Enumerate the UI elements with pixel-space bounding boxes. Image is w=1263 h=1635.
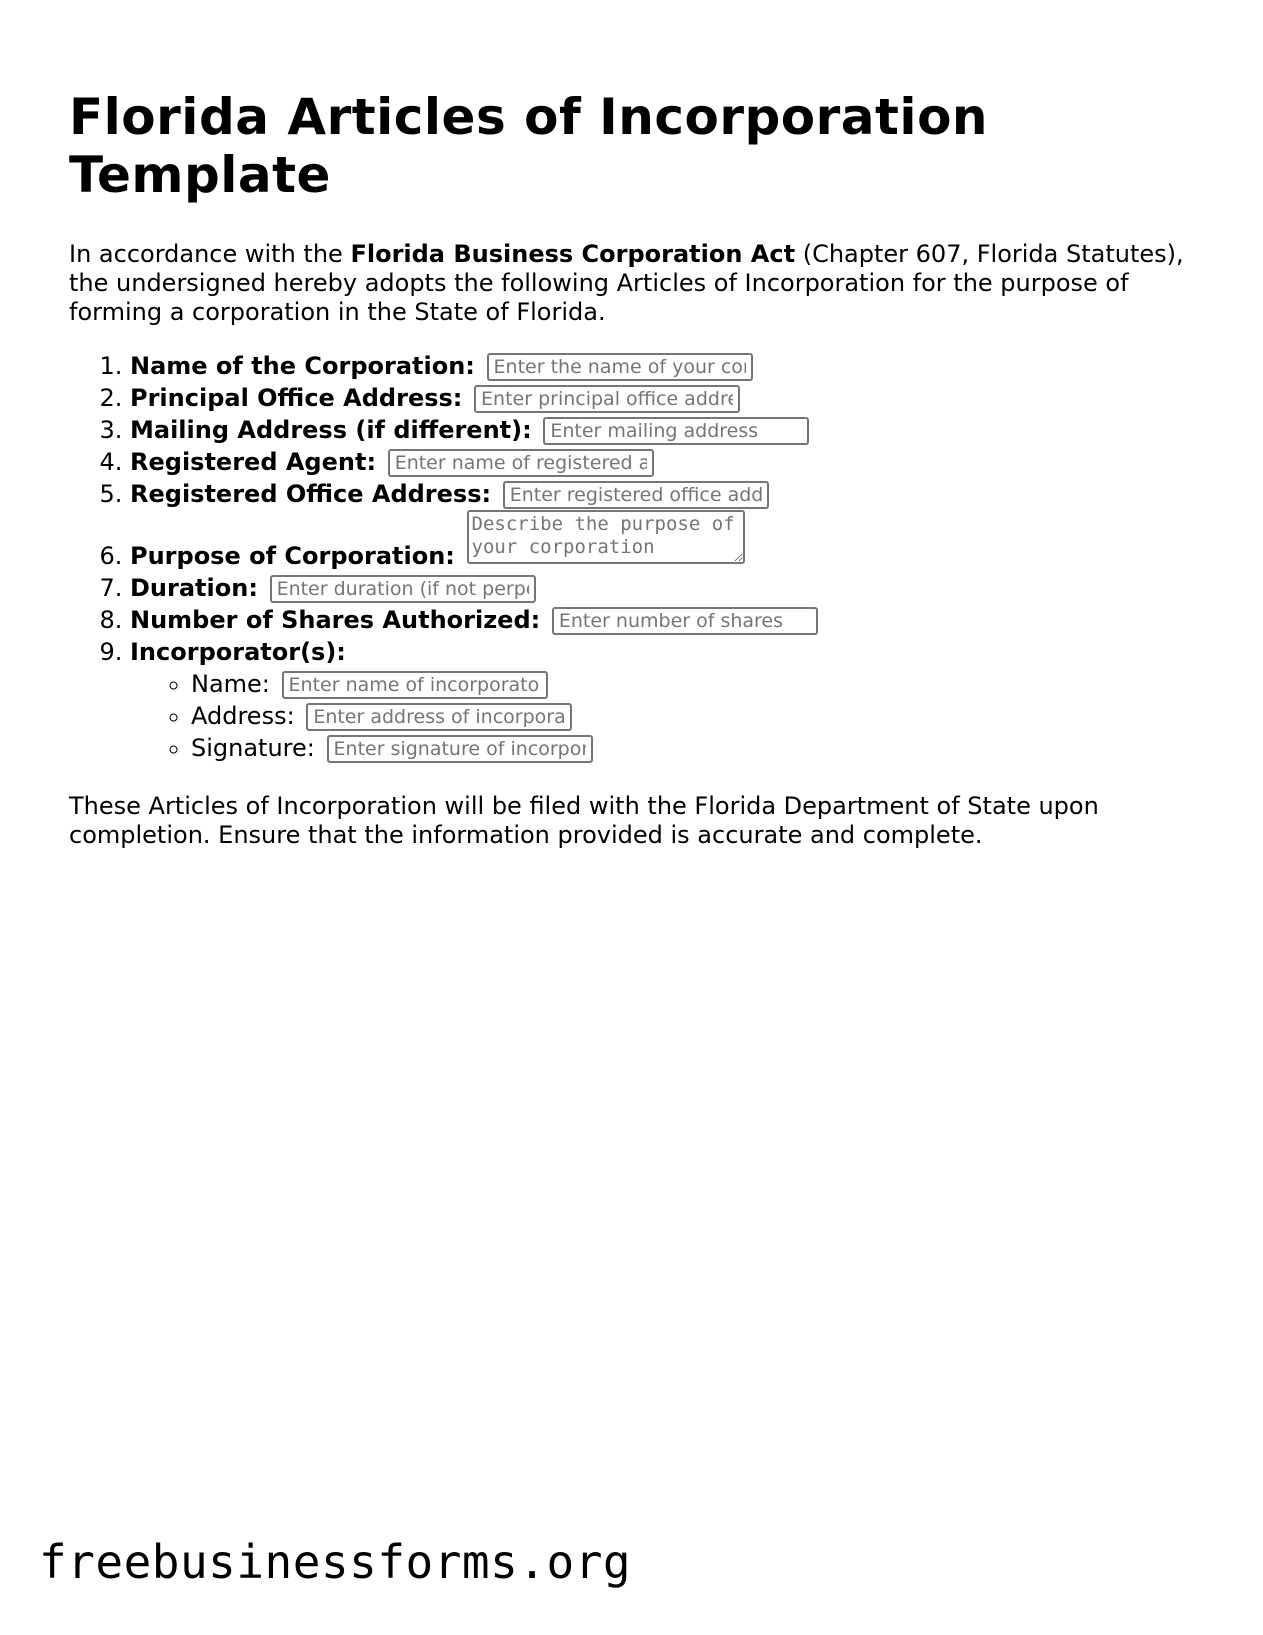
site-watermark: freebusinessforms.org: [39, 1535, 632, 1589]
intro-paragraph: [69, 240, 1199, 327]
article-item-registered-agent: [130, 446, 1199, 478]
article-item-registered-office: [130, 478, 1199, 510]
article-item-incorporators: [130, 636, 1199, 764]
article-item-name: [130, 350, 1199, 382]
principal-office-address-input[interactable]: [474, 385, 740, 413]
article-label-registered-agent: Registered Agent:: [130, 448, 377, 476]
duration-input[interactable]: [270, 575, 536, 603]
article-label-duration: Duration:: [130, 574, 258, 602]
incorporators-list: [130, 668, 1199, 764]
article-label-purpose: Purpose of Corporation:: [130, 542, 455, 570]
incorporator-address-input[interactable]: [306, 703, 572, 731]
intro-text-after: (Chapter 607, Florida Statutes), the undersigned hereby adopts the following Articles of Incorporation for the purpose of forming a corporation in the State of Florida.: [69, 240, 1184, 326]
article-label-name: Name of the Corporation:: [130, 352, 475, 380]
incorporator-address-item: [191, 700, 1199, 732]
articles-list: [69, 350, 1199, 764]
shares-authorized-input[interactable]: [552, 607, 818, 635]
registered-office-address-input[interactable]: [503, 481, 769, 509]
article-item-purpose: [130, 510, 1199, 572]
intro-text-before: In accordance with the: [69, 240, 351, 268]
purpose-textarea[interactable]: [467, 510, 745, 564]
incorporator-name-input[interactable]: [282, 671, 548, 699]
article-label-registered-office: Registered Office Address:: [130, 480, 492, 508]
mailing-address-input[interactable]: [543, 417, 809, 445]
incorporator-name-label: Name:: [191, 670, 270, 698]
incorporator-signature-label: Signature:: [191, 734, 315, 762]
incorporator-signature-item: [191, 732, 1199, 764]
incorporator-name-item: [191, 668, 1199, 700]
incorporator-signature-input[interactable]: [327, 735, 593, 763]
page-title: Florida Articles of Incorporation Template: [69, 88, 989, 204]
article-label-principal-office: Principal Office Address:: [130, 384, 463, 412]
article-label-mailing-address: Mailing Address (if different):: [130, 416, 532, 444]
article-label-shares: Number of Shares Authorized:: [130, 606, 541, 634]
corporation-name-input[interactable]: [487, 353, 753, 381]
act-name: Florida Business Corporation Act: [350, 240, 796, 268]
article-label-incorporators: Incorporator(s):: [130, 638, 346, 666]
article-item-mailing-address: [130, 414, 1199, 446]
document-page: [69, 0, 1199, 850]
closing-paragraph: These Articles of Incorporation will be filed with the Florida Department of State upon completion. Ensure that the information provided is accurate and complete.: [69, 792, 1099, 849]
article-item-principal-office: [130, 382, 1199, 414]
incorporator-address-label: Address:: [191, 702, 295, 730]
article-item-duration: [130, 572, 1199, 604]
registered-agent-input[interactable]: [388, 449, 654, 477]
article-item-shares: [130, 604, 1199, 636]
